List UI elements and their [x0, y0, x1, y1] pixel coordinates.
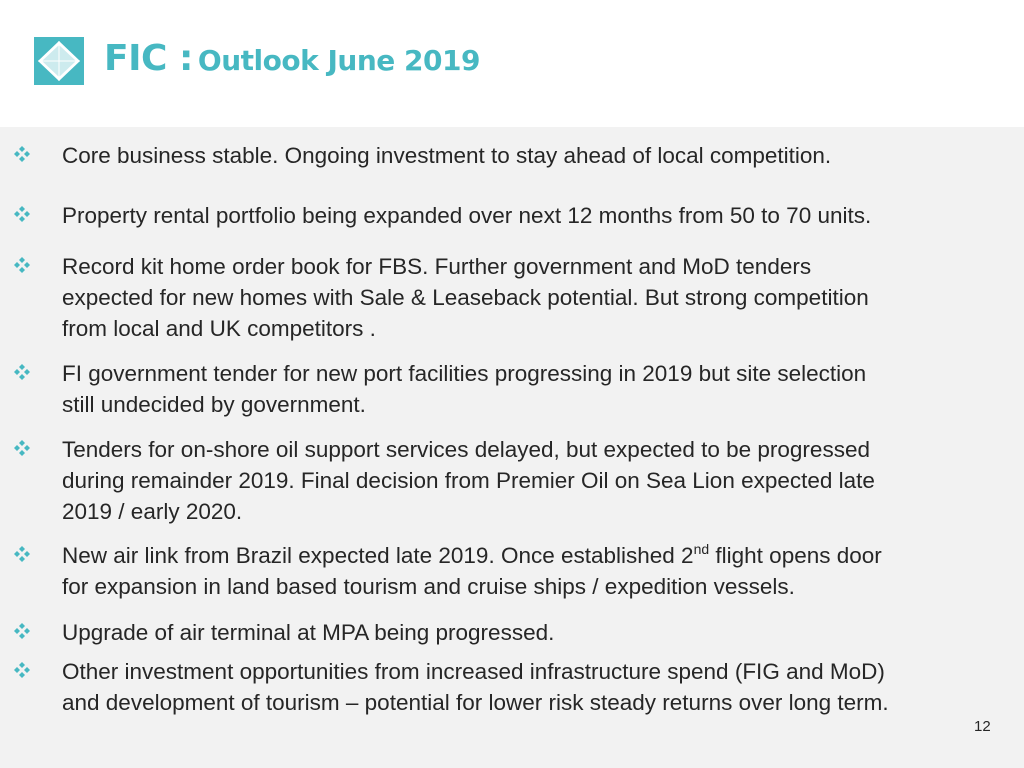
bullet-text: Tenders for on-shore oil support services delayed, but expected to be progressed during remainder 2019. Final decision from Premier Oil on Sea Lion expected late 2019 / early 2020. — [62, 437, 875, 524]
bullet-text: Record kit home order book for FBS. Further government and MoD tenders expected for new homes with Sale & Leaseback potential. But strong competition from local and UK competitors . — [62, 254, 869, 341]
bullet-text: FI government tender for new port facilities progressing in 2019 but site selection still undecided by government. — [62, 361, 867, 417]
four-diamond-icon — [12, 660, 32, 680]
bullet-text-part: flight opens door for expansion in land based tourism and cruise ships / expedition vessels. — [62, 543, 882, 599]
bullet-text — [62, 540, 1020, 602]
bullet-text: Core business stable. Ongoing investment to stay ahead of local competition. — [62, 143, 832, 168]
four-diamond-icon — [12, 255, 32, 275]
title-main: FIC : — [104, 38, 193, 79]
page-title — [104, 38, 480, 79]
bullet-text-part: New air link from Brazil expected late 2019. Once established 2 — [62, 543, 694, 568]
four-diamond-icon — [12, 621, 32, 641]
bullet-text: Property rental portfolio being expanded over next 12 months from 50 to 70 units. — [62, 203, 872, 228]
bullet-text: Other investment opportunities from increased infrastructure spend (FIG and MoD) and development of tourism – potential for lower risk steady returns over long term. — [62, 659, 889, 715]
title-subtitle: Outlook June 2019 — [197, 44, 480, 77]
logo-icon — [34, 37, 84, 85]
slide-header — [0, 0, 1024, 127]
four-diamond-icon — [12, 144, 32, 164]
four-diamond-icon — [12, 362, 32, 382]
page-number: 12 — [974, 718, 991, 735]
four-diamond-icon — [12, 204, 32, 224]
superscript-ordinal: nd — [693, 541, 710, 557]
four-diamond-icon — [12, 544, 32, 564]
four-diamond-icon — [12, 438, 32, 458]
bullet-text: Upgrade of air terminal at MPA being progressed. — [62, 620, 555, 645]
